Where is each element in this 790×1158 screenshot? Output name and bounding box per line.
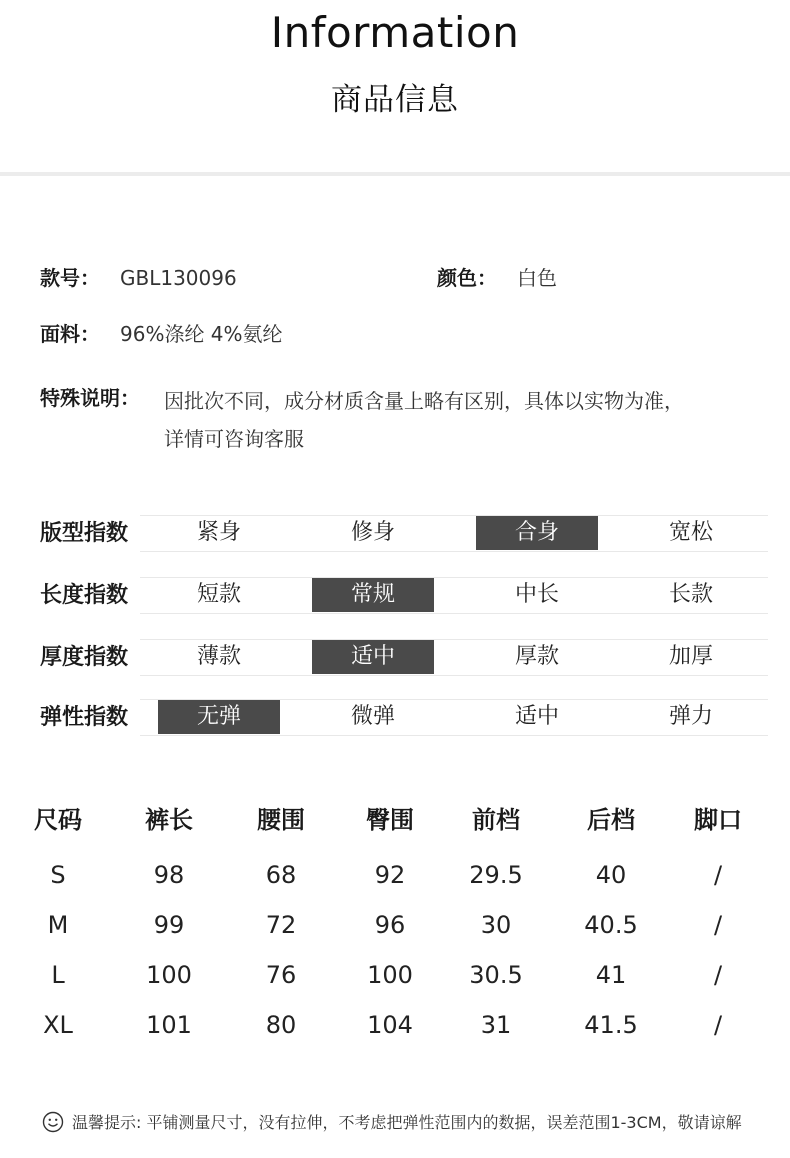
footer-tip (42, 1110, 742, 1133)
table-row (0, 905, 790, 945)
index-rule (140, 613, 768, 614)
size-table-header-cell: 后档 (587, 806, 635, 834)
fabric-label: 面料： (40, 322, 100, 346)
length-index-row (0, 578, 790, 614)
title-english: Information (270, 8, 520, 57)
elasticity-index-option: 适中 (514, 704, 559, 729)
thickness-index-label: 厚度指数 (40, 645, 129, 670)
elasticity-index-row (0, 700, 790, 736)
size-table-header-cell: 脚口 (694, 806, 742, 834)
fabric-value: 96%涤纶 4%氨纶 (120, 322, 283, 346)
fit-index-option: 紧身 (196, 520, 241, 545)
size-table-cell: 101 (146, 1011, 192, 1039)
length-index-label: 长度指数 (40, 583, 129, 608)
size-table-cell: 40.5 (584, 911, 638, 939)
size-table-header-cell: 前档 (472, 806, 520, 834)
size-table-cell: / (713, 861, 723, 889)
size-table-header-cell: 尺码 (34, 806, 82, 834)
thickness-index-option: 薄款 (196, 644, 241, 669)
size-table-cell: XL (43, 1011, 73, 1039)
size-table-cell: / (713, 961, 723, 989)
size-table-cell: 76 (265, 961, 297, 989)
fabric-info (40, 318, 283, 347)
length-index-option: 短款 (196, 582, 241, 607)
elasticity-index-option-selected: 无弹 (158, 700, 280, 734)
size-table-cell: 41.5 (584, 1011, 638, 1039)
size-table-cell: 92 (374, 861, 406, 889)
size-table-cell: 30.5 (469, 961, 523, 989)
size-table-cell: S (50, 861, 66, 889)
size-table-cell: 72 (265, 911, 297, 939)
thickness-index-option: 加厚 (668, 644, 713, 669)
length-index-option: 长款 (668, 582, 713, 607)
size-table-cell: 40 (595, 861, 627, 889)
thickness-index-option: 厚款 (514, 644, 559, 669)
elasticity-index-option: 弹力 (668, 704, 713, 729)
length-index-option: 中长 (514, 582, 559, 607)
thickness-index-option-selected: 适中 (312, 640, 434, 674)
size-table-cell: 29.5 (469, 861, 523, 889)
index-rule (140, 551, 768, 552)
index-rule (140, 735, 768, 736)
style-number (40, 262, 237, 291)
style-number-label: 款号： (40, 266, 100, 290)
thickness-index-row (0, 640, 790, 676)
size-table-cell: 80 (265, 1011, 297, 1039)
footer-tip-text: 温馨提示: 平铺测量尺寸，没有拉伸，不考虑把弹性范围内的数据，误差范围1-3CM，敬请谅解 (72, 1113, 742, 1132)
size-table-cell: 99 (153, 911, 185, 939)
size-table-header-cell: 裤长 (145, 806, 193, 834)
size-table-cell: 100 (146, 961, 192, 989)
style-number-value: GBL130096 (120, 266, 237, 290)
title-chinese: 商品信息 (331, 82, 459, 118)
size-table-header-cell: 臀围 (366, 806, 414, 834)
table-row (0, 855, 790, 895)
color-value: 白色 (517, 266, 557, 290)
fit-index-option: 修身 (350, 520, 395, 545)
table-row (0, 955, 790, 995)
fit-index-row (0, 516, 790, 552)
table-row (0, 1005, 790, 1045)
size-table-cell: L (51, 961, 65, 989)
size-table-header (0, 800, 790, 840)
size-table-cell: 98 (153, 861, 185, 889)
fit-index-option-selected: 合身 (476, 516, 598, 550)
size-table-cell: 96 (374, 911, 406, 939)
note-text: 因批次不同，成分材质含量上略有区别，具体以实物为准，详情可咨询客服 (164, 389, 684, 451)
fit-index-option: 宽松 (668, 520, 713, 545)
size-table-cell: / (713, 1011, 723, 1039)
size-table-cell: 31 (480, 1011, 512, 1039)
note-label: 特殊说明： (40, 386, 140, 410)
length-index-option-selected: 常规 (312, 578, 434, 612)
size-table-header-cell: 腰围 (257, 806, 305, 834)
index-rule (140, 675, 768, 676)
color-info (437, 262, 557, 291)
size-table-cell: 30 (480, 911, 512, 939)
size-table-cell: 100 (367, 961, 413, 989)
smiley-icon (42, 1111, 64, 1133)
size-table-cell: 104 (367, 1011, 413, 1039)
elasticity-index-label: 弹性指数 (40, 705, 129, 730)
size-table-cell: 41 (595, 961, 627, 989)
size-table-cell: / (713, 911, 723, 939)
size-table-cell: M (47, 911, 69, 939)
size-table-cell: 68 (265, 861, 297, 889)
elasticity-index-option: 微弹 (350, 704, 395, 729)
header-divider (0, 172, 790, 176)
color-label: 颜色： (437, 266, 497, 290)
fit-index-label: 版型指数 (40, 521, 129, 546)
